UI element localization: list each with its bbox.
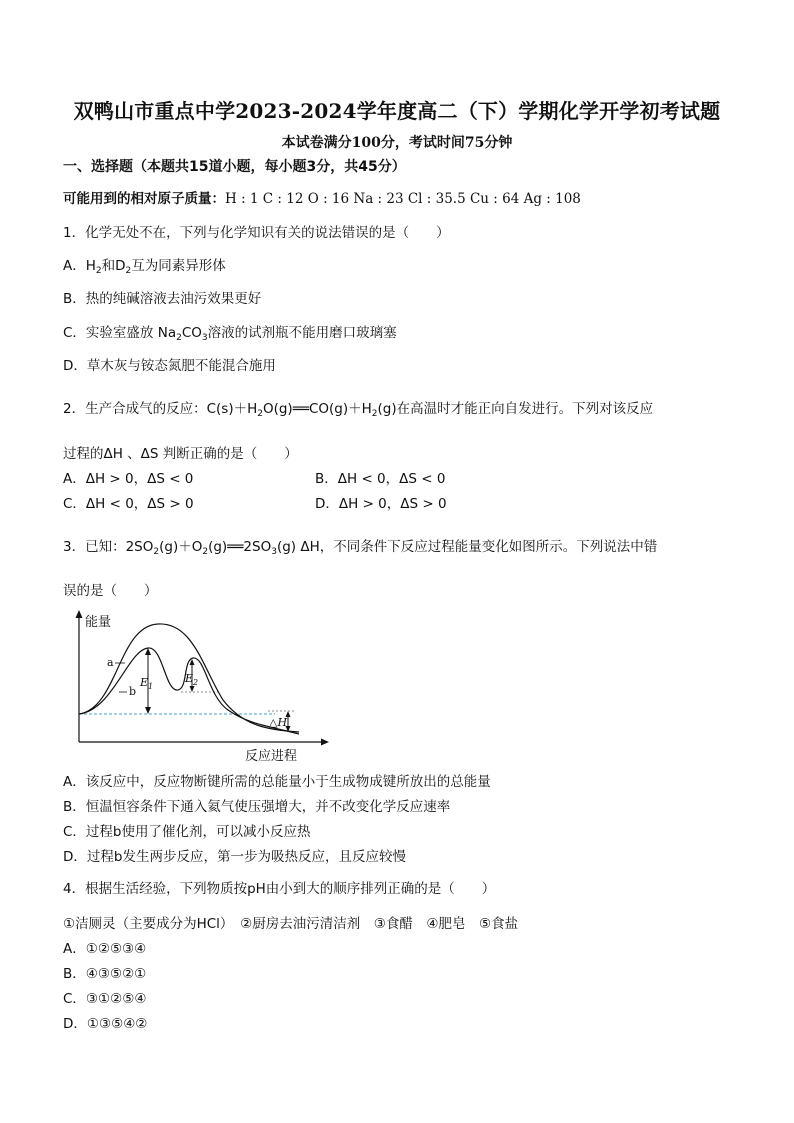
x-axis-label: 反应进程: [245, 749, 298, 764]
q1-option-a: A．$H_2$和$D_2$互为同素异形体: [63, 258, 226, 276]
q1-option-c: C．实验室盛放 $Na_2CO_3$溶液的试剂瓶不能用磨口玻璃塞: [63, 325, 397, 343]
atomic-mass-label: 可能用到的相对原子质量：: [63, 191, 225, 207]
energy-diagram: [63, 608, 333, 766]
dh-label: △H: [269, 716, 288, 729]
q3-stem: 3．已知：$2SO_2(g)+O_2(g)══2SO_3(g)$ ΔH，不同条件下反应过程能量变化如图所示。下列说法中错: [63, 539, 658, 557]
q4-option-b: B．④③⑤②①: [63, 966, 147, 982]
e2-label: $E_2$: [185, 672, 199, 687]
q1-option-b: B．热的纯碱溶液去油污效果更好: [63, 291, 262, 307]
q2-stem-continued: 过程的ΔH 、ΔS 判断正确的是（ ）: [63, 446, 298, 462]
exam-info: 本试卷满分100分，考试时间75分钟: [281, 135, 513, 151]
page-title: 双鸭山市重点中学2023-2024学年度高二（下）学期化学开学初考试题: [73, 99, 721, 123]
q1-option-d: D．草木灰与铵态氮肥不能混合施用: [63, 358, 276, 374]
q2-option-b: B．ΔH < 0，ΔS < 0: [315, 471, 446, 487]
atomic-mass-line: [63, 190, 581, 208]
curve-b-label: b: [129, 685, 137, 698]
q4-option-a: A．①②⑤③④: [63, 941, 147, 957]
y-axis-arrow: [76, 610, 83, 618]
q3-option-c: C．过程b使用了催化剂，可以减小反应热: [63, 824, 311, 840]
q2-stem: 2．生产合成气的反应：$C(s)+H_2O(g)══CO(g)+H_2(g)$在高温时才能正向自发进行。下列对该反应: [63, 401, 654, 419]
curve-a-label: a: [107, 656, 114, 669]
q4-items: ①洁厕灵（主要成分为HCl） ②厨房去油污清洁剂 ③食醋 ④肥皂 ⑤食盐: [63, 916, 519, 932]
q2-option-a: A．ΔH > 0，ΔS < 0: [63, 471, 194, 487]
e1-label: $E_1$: [140, 676, 154, 691]
q4-option-d: D．①③⑤④②: [63, 1016, 148, 1032]
atomic-mass-values: H : 1 C : 12 O : 16 Na : 23 Cl : 35.5 Cu : 64 Ag : 108: [225, 191, 581, 207]
q1-stem: 1．化学无处不在，下列与化学知识有关的说法错误的是（ ）: [63, 225, 450, 241]
q3-option-b: B．恒温恒容条件下通入氦气使压强增大，并不改变化学反应速率: [63, 799, 451, 815]
y-axis-label: 能量: [85, 615, 112, 630]
q2-option-c: C．ΔH < 0，ΔS > 0: [63, 496, 194, 512]
q4-stem: 4．根据生活经验，下列物质按pH由小到大的顺序排列正确的是（ ）: [63, 881, 496, 897]
q3-stem-continued: 误的是（ ）: [63, 583, 158, 599]
x-axis-arrow: [321, 739, 329, 746]
q4-option-c: C．③①②⑤④: [63, 991, 147, 1007]
section-heading: 一、选择题（本题共15道小题，每小题3分，共45分）: [63, 159, 406, 175]
q3-option-a: A．该反应中，反应物断键所需的总能量小于生成物成键所放出的总能量: [63, 774, 491, 790]
q2-option-d: D．ΔH > 0，ΔS > 0: [315, 496, 447, 512]
q3-option-d: D．过程b发生两步反应，第一步为吸热反应，且反应较慢: [63, 849, 406, 865]
